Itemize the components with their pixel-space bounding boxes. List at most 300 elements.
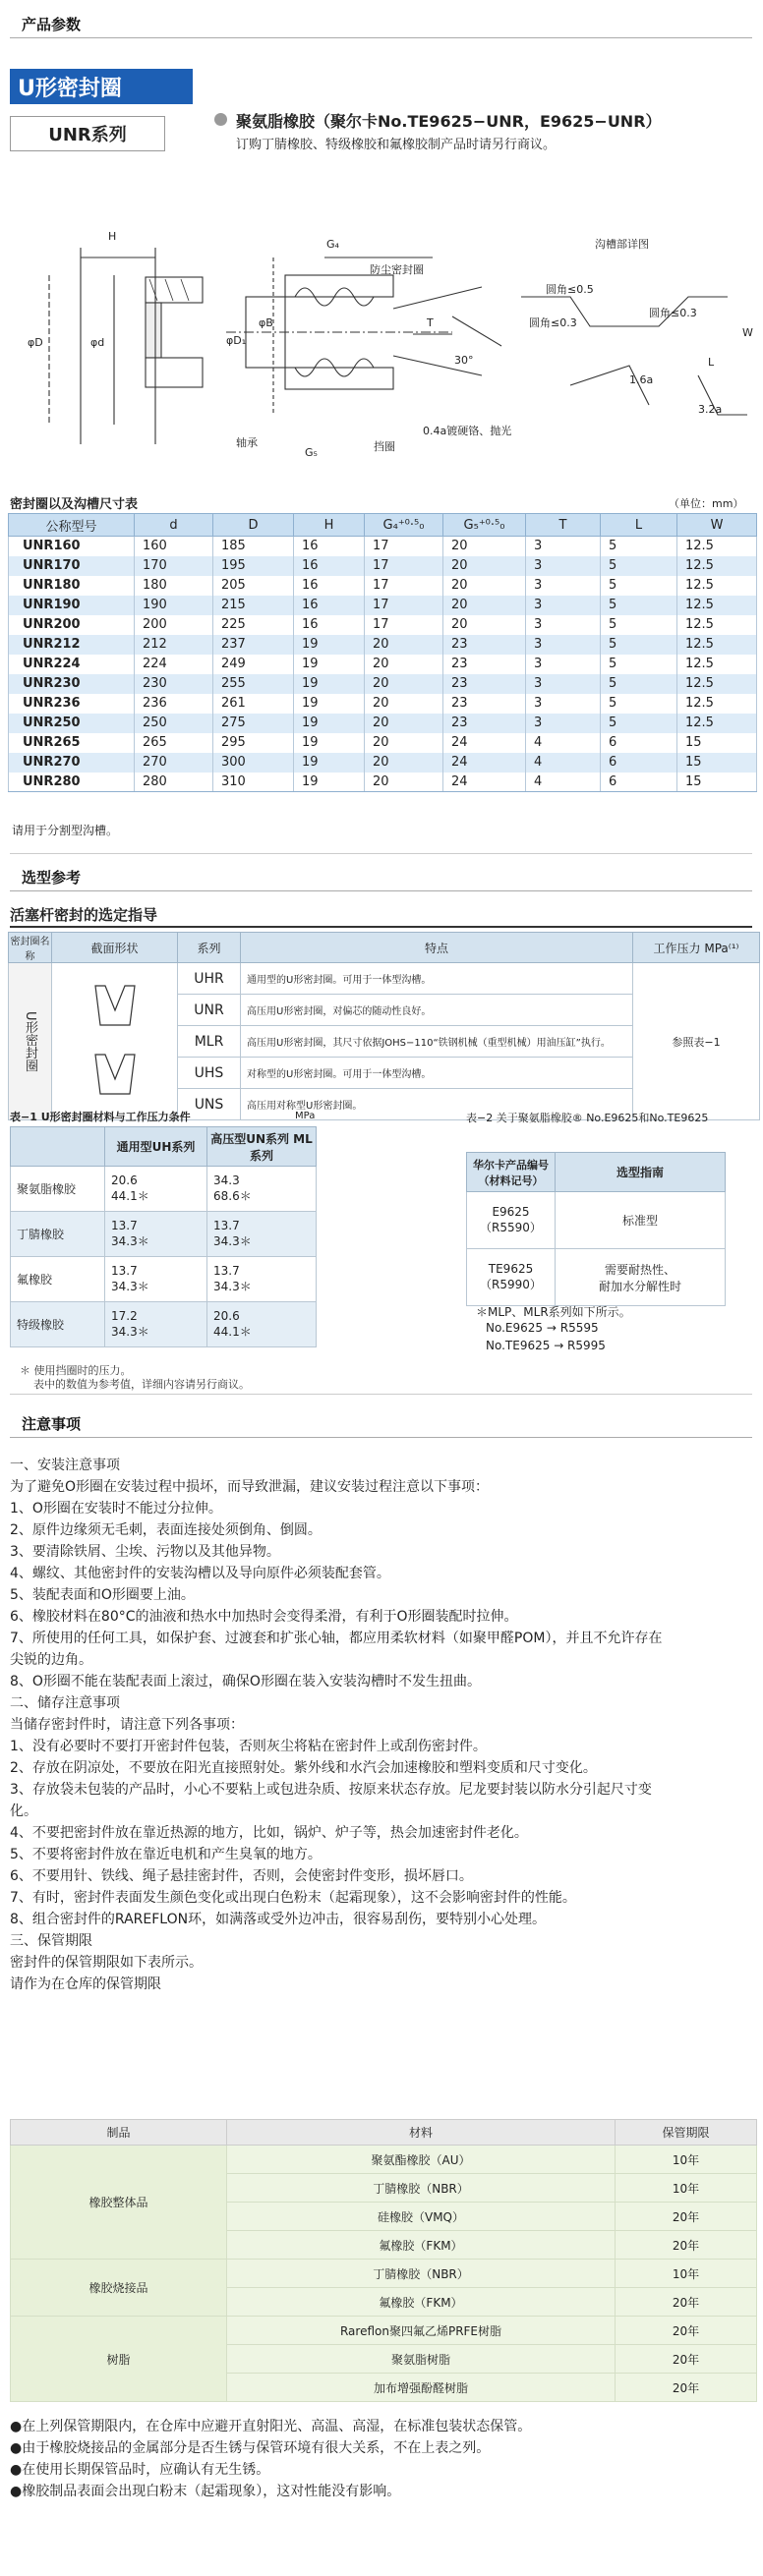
table-cell: 15 — [677, 773, 757, 792]
dim-table-note: 请用于分割型沟槽。 — [12, 824, 119, 837]
storage-item: 8、组合密封件的RAREFLON环，如满落或受外边冲击，很容易刮伤，要特别小心处理。 — [10, 1912, 547, 1927]
table-cell: 12.5 — [677, 655, 757, 674]
table-cell: 19 — [294, 694, 365, 714]
material-cell: 聚氨酯橡胶（AU） — [227, 2146, 616, 2174]
table-cell: 5 — [601, 674, 677, 694]
table-cell: 212 — [135, 635, 213, 655]
value: 34.3 — [213, 1174, 240, 1187]
table-cell: 16 — [294, 556, 365, 576]
storage-item: 5、不要将密封件放在靠近电机和产生臭氧的地方。 — [10, 1847, 322, 1862]
material-cell: 加布增强酚醛树脂 — [227, 2374, 616, 2402]
bullet-item: ●由于橡胶烧接品的金属部分是否生锈与保管环境有很大关系，不在上表之列。 — [10, 2440, 491, 2456]
material-cell: 丁腈橡胶（NBR） — [227, 2260, 616, 2288]
table-cell: 215 — [213, 596, 294, 615]
series-box: UNR系列 — [10, 116, 165, 151]
table-row — [9, 556, 757, 576]
value: 34.3＊ — [111, 1325, 149, 1339]
series-cell: UNS — [178, 1089, 241, 1120]
table-cell: 12.5 — [677, 556, 757, 576]
model-cell: UNR180 — [9, 576, 135, 596]
storage-item: 2、存放在阴凉处，不要放在阳光直接照射处。紫外线和水汽会加速橡胶和塑料变质和尺寸变化。 — [10, 1760, 597, 1776]
table-cell: 24 — [443, 733, 526, 753]
table-cell: 200 — [135, 615, 213, 635]
table-cell: 261 — [213, 694, 294, 714]
model-cell: UNR230 — [9, 674, 135, 694]
table-cell: 3 — [526, 714, 601, 733]
col-header: 高压型UN系列 ML系列 — [207, 1127, 317, 1167]
table-row — [9, 537, 757, 556]
value: 34.3＊ — [111, 1234, 149, 1248]
table-cell: 5 — [601, 537, 677, 556]
table-cell: 20 — [443, 596, 526, 615]
table-row — [467, 1249, 726, 1306]
section-label-product: 产品参数 — [22, 16, 82, 33]
col-header: 系列 — [178, 933, 241, 963]
table-cell: 5 — [601, 615, 677, 635]
table-cell: 20 — [443, 576, 526, 596]
table-row — [9, 596, 757, 615]
value: 34.3＊ — [213, 1234, 252, 1248]
table-row — [9, 635, 757, 655]
table-cell: 255 — [213, 674, 294, 694]
table-row — [9, 963, 760, 995]
material-cell: 氟橡胶 — [11, 1257, 105, 1302]
table-cell: 12.5 — [677, 714, 757, 733]
product-code-cell — [467, 1192, 556, 1249]
table-cell: 4 — [526, 733, 601, 753]
table-row — [11, 2317, 757, 2345]
table1-caption: 表−1 U形密封圈材料与工作压力条件 — [10, 1111, 191, 1123]
material-cell: 聚氨脂树脂 — [227, 2345, 616, 2374]
svg-text:圆角≤0.3: 圆角≤0.3 — [649, 307, 697, 319]
period-line: 密封件的保管期限如下表所示。 — [10, 1955, 203, 1971]
col-header: G₅⁺⁰·⁵₀ — [443, 514, 526, 537]
col-header: L — [601, 514, 677, 537]
table-row — [9, 694, 757, 714]
seal-groove-drawing — [20, 218, 757, 479]
table-cell: 185 — [213, 537, 294, 556]
svg-text:L: L — [708, 356, 715, 369]
model-cell: UNR270 — [9, 753, 135, 773]
table2-map: No.E9625 → R5595 — [486, 1321, 599, 1335]
table-cell: 12.5 — [677, 674, 757, 694]
install-item: 2、原件边缘须无毛刺，表面连接处须倒角、倒圆。 — [10, 1522, 322, 1538]
col-header: 选型指南 — [556, 1153, 726, 1192]
table-row — [11, 2146, 757, 2174]
product-title-box: U形密封圈 — [10, 69, 193, 104]
table-row — [11, 1212, 317, 1257]
svg-text:挡圈: 挡圈 — [374, 440, 395, 453]
table-cell: 5 — [601, 556, 677, 576]
install-item: 7、所使用的任何工具，如保护套、过渡套和扩张心轴，都应用柔软材料（如聚甲醛POM），并且不允许存在 — [10, 1631, 663, 1646]
table-row — [9, 753, 757, 773]
section-label-notes: 注意事项 — [22, 1415, 82, 1433]
table-cell: 250 — [135, 714, 213, 733]
guide-title: 活塞杆密封的选定指导 — [10, 906, 158, 924]
col-header: 密封圈名称 — [9, 933, 52, 963]
col-header: T — [526, 514, 601, 537]
model-cell: UNR280 — [9, 773, 135, 792]
col-header: d — [135, 514, 213, 537]
cross-section-shape — [52, 963, 178, 1120]
table-cell: 23 — [443, 694, 526, 714]
feature-cell: 高压用对称型U形密封圈。 — [241, 1089, 633, 1120]
table-cell: 16 — [294, 576, 365, 596]
period-cell: 10年 — [616, 2260, 757, 2288]
value-cell — [207, 1167, 317, 1212]
table-cell: 20 — [443, 556, 526, 576]
material-cell: 丁腈橡胶 — [11, 1212, 105, 1257]
code: （R5590） — [480, 1221, 542, 1234]
product-group-cell: 树脂 — [11, 2317, 227, 2402]
table-cell: 20 — [443, 537, 526, 556]
svg-text:φd: φd — [90, 336, 105, 349]
table-cell: 3 — [526, 655, 601, 674]
feature-cell: 通用型的U形密封圈。可用于一体型沟槽。 — [241, 963, 633, 995]
model-cell: UNR250 — [9, 714, 135, 733]
table-cell: 12.5 — [677, 694, 757, 714]
table-cell: 23 — [443, 655, 526, 674]
install-item: 8、O形圈不能在装配表面上滚过，确保O形圈在装入安装沟槽时不发生扭曲。 — [10, 1674, 481, 1689]
table-cell: 3 — [526, 596, 601, 615]
install-title: 一、安装注意事项 — [10, 1458, 120, 1473]
table2-note: ＊MLP、MLR系列如下所示。 — [476, 1305, 631, 1319]
value: 68.6＊ — [213, 1189, 252, 1203]
storage-item: 3、存放袋未包装的产品时，小心不要粘上或包进杂质、按原来状态存放。尼龙要封装以防水分引起尺寸变 — [10, 1782, 652, 1798]
table-cell: 16 — [294, 537, 365, 556]
table-cell: 4 — [526, 753, 601, 773]
table1-unit: MPa — [295, 1111, 316, 1121]
value: 13.7 — [111, 1264, 138, 1278]
period-line: 请作为在仓库的保管期限 — [10, 1976, 161, 1992]
table-cell: 3 — [526, 674, 601, 694]
dim-table-title: 密封圈以及沟槽尺寸表 — [10, 497, 139, 512]
order-note: 订购丁腈橡胶、特级橡胶和氟橡胶制产品时请另行商议。 — [236, 138, 557, 152]
table-cell: 3 — [526, 576, 601, 596]
period-cell: 10年 — [616, 2146, 757, 2174]
storage-item: 4、不要把密封件放在靠近热源的地方，比如，锅炉、炉子等，热会加速密封件老化。 — [10, 1825, 528, 1841]
model-cell: UNR190 — [9, 596, 135, 615]
col-header: D — [213, 514, 294, 537]
code: （R5990） — [480, 1278, 542, 1291]
table-cell: 24 — [443, 773, 526, 792]
col-header: H — [294, 514, 365, 537]
table2-caption: 表−2 关于聚氨脂橡胶® No.E9625和No.TE9625 — [466, 1112, 709, 1124]
table-cell: 3 — [526, 635, 601, 655]
table-cell: 5 — [601, 576, 677, 596]
table2-map: No.TE9625 → R5995 — [486, 1339, 606, 1352]
col-header — [11, 1127, 105, 1167]
svg-text:圆角≤0.3: 圆角≤0.3 — [529, 316, 577, 329]
guide: 标准型 — [621, 1214, 658, 1228]
value-cell — [105, 1212, 207, 1257]
table-cell: 225 — [213, 615, 294, 635]
value: 44.1＊ — [213, 1325, 252, 1339]
code: E9625 — [492, 1205, 530, 1219]
svg-text:G₄: G₄ — [326, 238, 339, 251]
svg-text:防尘密封圈: 防尘密封圈 — [370, 263, 424, 276]
install-intro: 为了避免O形圈在安装过程中损坏，而导致泄漏，建议安装过程注意以下事项： — [10, 1479, 490, 1495]
model-cell: UNR170 — [9, 556, 135, 576]
table-cell: 23 — [443, 635, 526, 655]
table-row — [11, 1167, 317, 1212]
table-cell: 6 — [601, 773, 677, 792]
table-cell: 300 — [213, 753, 294, 773]
bullet-item: ●橡胶制品表面会出现白粉末（起霜现象），这对性能没有影响。 — [10, 2484, 401, 2499]
table-cell: 249 — [213, 655, 294, 674]
table-row — [9, 674, 757, 694]
value-cell — [207, 1257, 317, 1302]
value: 20.6 — [213, 1309, 240, 1323]
selection-guide-table — [466, 1152, 726, 1306]
table-cell: 23 — [443, 674, 526, 694]
col-header: G₄⁺⁰·⁵₀ — [365, 514, 443, 537]
feature-cell: 高压用U形密封圈，对偏芯的随动性良好。 — [241, 995, 633, 1026]
table-cell: 310 — [213, 773, 294, 792]
svg-text:φD₁: φD₁ — [226, 334, 247, 347]
guide: 需要耐热性、 — [604, 1262, 675, 1277]
model-cell: UNR224 — [9, 655, 135, 674]
value: 13.7 — [111, 1219, 138, 1232]
table-cell: 16 — [294, 615, 365, 635]
bullet-dot-icon — [214, 113, 227, 126]
table-cell: 19 — [294, 753, 365, 773]
install-item: 5、装配表面和O形圈要上油。 — [10, 1587, 195, 1603]
table1-note: 表中的数值为参考值，详细内容请另行商议。 — [33, 1378, 250, 1391]
table-cell: 20 — [365, 714, 443, 733]
table-cell: 205 — [213, 576, 294, 596]
bullet-item: ●在上列保管期限内，在仓库中应避开直射阳光、高温、高湿，在标准包装状态保管。 — [10, 2419, 532, 2434]
period-cell: 10年 — [616, 2174, 757, 2203]
table-cell: 160 — [135, 537, 213, 556]
table-cell: 15 — [677, 753, 757, 773]
value-cell — [207, 1302, 317, 1347]
table-cell: 6 — [601, 733, 677, 753]
table-row — [9, 714, 757, 733]
storage-item: 6、不要用针、铁线、绳子悬挂密封件，否则，会使密封件变形，损坏唇口。 — [10, 1868, 473, 1884]
table-cell: 17 — [365, 596, 443, 615]
selection-table — [8, 932, 760, 1120]
table-cell: 23 — [443, 714, 526, 733]
svg-text:φD: φD — [28, 336, 43, 349]
table-cell: 237 — [213, 635, 294, 655]
storage-intro: 当储存密封件时，请注意下列各事项： — [10, 1717, 244, 1733]
svg-text:T: T — [427, 316, 434, 329]
table-cell: 17 — [365, 615, 443, 635]
table-cell: 20 — [365, 694, 443, 714]
material-cell: Rareflon聚四氟乙烯PRFE树脂 — [227, 2317, 616, 2345]
install-item: 1、O形圈在安装时不能过分拉伸。 — [10, 1501, 222, 1517]
material-pressure-table — [10, 1126, 317, 1347]
value: 13.7 — [213, 1219, 240, 1232]
series-cell: MLR — [178, 1026, 241, 1058]
material-cell: 特级橡胶 — [11, 1302, 105, 1347]
value: 34.3＊ — [213, 1280, 252, 1293]
table-row — [9, 615, 757, 635]
table-cell: 19 — [294, 674, 365, 694]
value: 20.6 — [111, 1174, 138, 1187]
pressure-cell: 参照表−1 — [633, 963, 760, 1120]
col-header: 公称型号 — [9, 514, 135, 537]
table-cell: 275 — [213, 714, 294, 733]
table-cell: 24 — [443, 753, 526, 773]
table-row — [9, 773, 757, 792]
period-cell: 20年 — [616, 2374, 757, 2402]
table-cell: 236 — [135, 694, 213, 714]
table-cell: 280 — [135, 773, 213, 792]
table-cell: 3 — [526, 694, 601, 714]
value-cell — [105, 1167, 207, 1212]
table-cell: 6 — [601, 753, 677, 773]
model-cell: UNR200 — [9, 615, 135, 635]
section-label-selection: 选型参考 — [22, 869, 82, 887]
table-cell: 5 — [601, 714, 677, 733]
product-group-cell: 橡胶烧接品 — [11, 2260, 227, 2317]
feature-cell: 对称型的U形密封圈。可用于一体型沟槽。 — [241, 1058, 633, 1089]
table-cell: 5 — [601, 596, 677, 615]
col-header: W — [677, 514, 757, 537]
table-cell: 20 — [365, 635, 443, 655]
svg-text:1.6a: 1.6a — [629, 373, 654, 386]
model-cell: UNR160 — [9, 537, 135, 556]
table-cell: 180 — [135, 576, 213, 596]
divider — [10, 1394, 752, 1395]
table-cell: 170 — [135, 556, 213, 576]
material-cell: 丁腈橡胶（NBR） — [227, 2174, 616, 2203]
table-row — [11, 1257, 317, 1302]
col-header: 材料 — [227, 2120, 616, 2146]
material-title: 聚氨脂橡胶（聚尔卡No.TE9625−UNR，E9625−UNR） — [236, 112, 662, 131]
table-cell: 3 — [526, 537, 601, 556]
material-cell: 氟橡胶（FKM） — [227, 2288, 616, 2317]
table-header-row — [9, 514, 757, 537]
value-cell — [207, 1212, 317, 1257]
value: 44.1＊ — [111, 1189, 149, 1203]
product-code-cell — [467, 1249, 556, 1306]
table-cell: 4 — [526, 773, 601, 792]
period-cell: 20年 — [616, 2288, 757, 2317]
divider — [10, 1437, 752, 1438]
value-cell — [105, 1257, 207, 1302]
u-seal-shape-icon — [81, 976, 149, 1104]
col-header: 通用型UH系列 — [105, 1127, 207, 1167]
table-row — [9, 733, 757, 753]
table-cell: 270 — [135, 753, 213, 773]
value-cell — [105, 1302, 207, 1347]
table-cell: 12.5 — [677, 615, 757, 635]
value: 34.3＊ — [111, 1280, 149, 1293]
table-cell: 195 — [213, 556, 294, 576]
table-cell: 20 — [365, 674, 443, 694]
group-label: U形密封圈 — [9, 963, 52, 1120]
svg-text:沟槽部详图: 沟槽部详图 — [595, 238, 649, 251]
table-cell: 5 — [601, 694, 677, 714]
code: TE9625 — [488, 1262, 534, 1276]
col-header: 工作压力 MPa⁽¹⁾ — [633, 933, 760, 963]
table-cell: 20 — [443, 615, 526, 635]
divider — [10, 37, 752, 38]
table-cell: 295 — [213, 733, 294, 753]
storage-title: 二、储存注意事项 — [10, 1695, 120, 1711]
series-cell: UNR — [178, 995, 241, 1026]
value: 17.2 — [111, 1309, 138, 1323]
storage-item: 化。 — [10, 1803, 37, 1819]
value: 13.7 — [213, 1264, 240, 1278]
svg-text:H: H — [108, 230, 117, 243]
divider — [10, 890, 752, 891]
table-row — [9, 655, 757, 674]
table-cell: 3 — [526, 615, 601, 635]
col-header: 保管期限 — [616, 2120, 757, 2146]
table-cell: 20 — [365, 733, 443, 753]
table-cell: 265 — [135, 733, 213, 753]
table-cell: 12.5 — [677, 576, 757, 596]
table-cell: 5 — [601, 655, 677, 674]
table-cell: 19 — [294, 655, 365, 674]
svg-text:0.4a镀硬铬、抛光: 0.4a镀硬铬、抛光 — [423, 425, 512, 437]
install-item: 3、要清除铁屑、尘埃、污物以及其他异物。 — [10, 1544, 280, 1560]
col-header: 制品 — [11, 2120, 227, 2146]
table-row — [11, 1302, 317, 1347]
model-cell: UNR265 — [9, 733, 135, 753]
install-item: 6、橡胶材料在80°C的油液和热水中加热时会变得柔滑，有利于O形圈装配时拉伸。 — [10, 1609, 518, 1625]
divider — [10, 926, 752, 928]
table-cell: 19 — [294, 733, 365, 753]
feature-cell: 高压用U形密封圈，其尺寸依据JOHS−110“铁钢机械（重型机械）用油压缸”执行。 — [241, 1026, 633, 1058]
table-cell: 19 — [294, 635, 365, 655]
notes-block — [10, 1455, 757, 1995]
svg-text:W: W — [742, 326, 753, 339]
table-row — [9, 576, 757, 596]
table-cell: 19 — [294, 714, 365, 733]
svg-text:3.2a: 3.2a — [698, 403, 723, 416]
table-cell: 16 — [294, 596, 365, 615]
table1-note: ＊ 使用挡圈时的压力。 — [20, 1364, 132, 1377]
material-cell: 氟橡胶（FKM） — [227, 2231, 616, 2260]
table-cell: 20 — [365, 753, 443, 773]
table-row — [11, 2260, 757, 2288]
storage-item: 1、没有必要时不要打开密封件包装，否则灰尘将粘在密封件上或刮伤密封件。 — [10, 1739, 487, 1754]
table-cell: 12.5 — [677, 596, 757, 615]
svg-text:轴承: 轴承 — [236, 436, 258, 449]
model-cell: UNR236 — [9, 694, 135, 714]
guide-cell — [556, 1192, 726, 1249]
table-cell: 19 — [294, 773, 365, 792]
svg-text:30°: 30° — [454, 354, 474, 367]
table-cell: 15 — [677, 733, 757, 753]
table-cell: 12.5 — [677, 635, 757, 655]
col-header: 特点 — [241, 933, 633, 963]
period-cell: 20年 — [616, 2317, 757, 2345]
svg-text:G₅: G₅ — [305, 446, 318, 459]
material-cell: 聚氨脂橡胶 — [11, 1167, 105, 1212]
divider — [10, 853, 752, 854]
series-cell: UHR — [178, 963, 241, 995]
model-cell: UNR212 — [9, 635, 135, 655]
table-cell: 17 — [365, 556, 443, 576]
guide-cell — [556, 1249, 726, 1306]
period-cell: 20年 — [616, 2231, 757, 2260]
table-cell: 20 — [365, 773, 443, 792]
svg-text:圆角≤0.5: 圆角≤0.5 — [546, 283, 594, 296]
material-cell: 硅橡胶（VMQ） — [227, 2203, 616, 2231]
table-cell: 20 — [365, 655, 443, 674]
col-header: 截面形状 — [52, 933, 178, 963]
storage-item: 7、有时，密封件表面发生颜色变化或出现白色粉末（起霜现象），这不会影响密封件的性能。 — [10, 1890, 576, 1906]
guide: 耐加水分解性时 — [598, 1279, 681, 1293]
col-header: 华尔卡产品编号（材料记号） — [467, 1153, 556, 1192]
table-cell: 3 — [526, 556, 601, 576]
